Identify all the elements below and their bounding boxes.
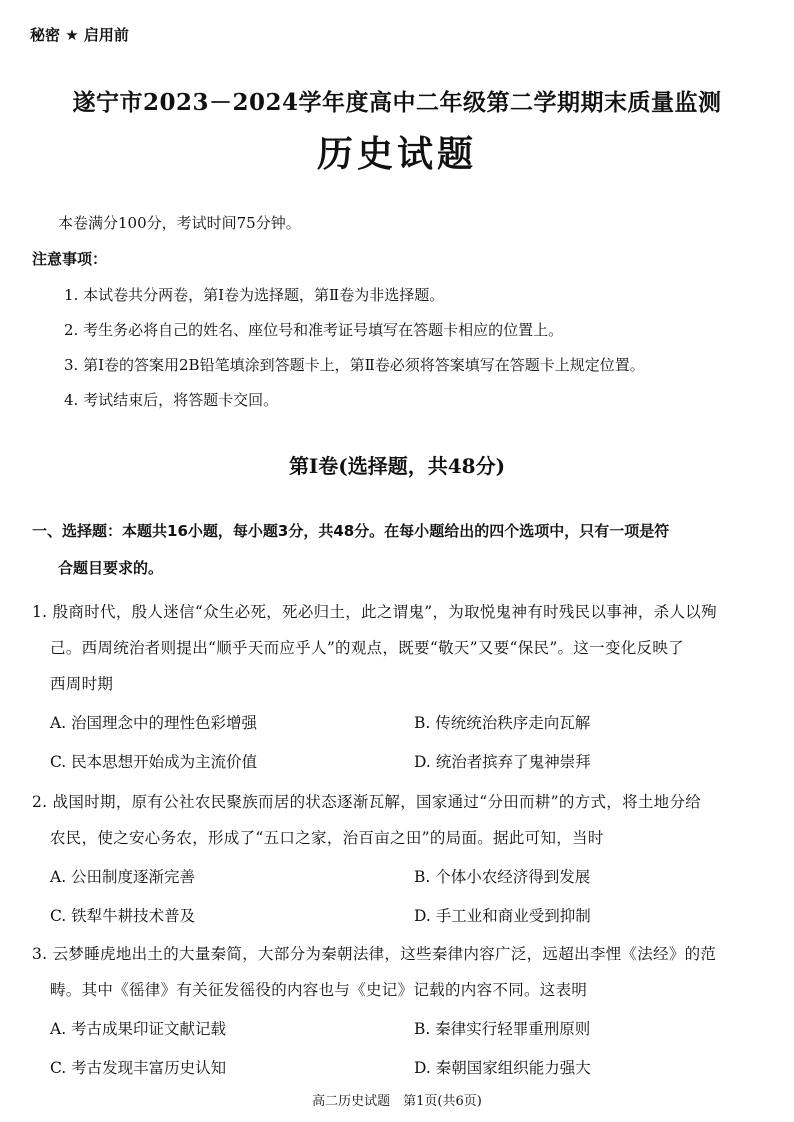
notes-heading: 注意事项： <box>32 250 108 268</box>
question-1-line: 己。西周统治者则提出“顺乎天而应乎人”的观点，既要“敬天”又要“保民”。这一变化反映了 <box>50 639 684 657</box>
question-2-option-c[interactable]: C. 铁犁牛耕技术普及 <box>50 907 196 925</box>
question-2-option-d[interactable]: D. 手工业和商业受到抑制 <box>414 907 591 925</box>
question-3-option-a[interactable]: A. 考古成果印证文献记载 <box>50 1020 227 1038</box>
confidential-mark: 秘密 ★ 启用前 <box>30 26 129 44</box>
question-3-option-c[interactable]: C. 考古发现丰富历史认知 <box>50 1059 227 1077</box>
question-1-line: 1. 殷商时代，殷人迷信“众生必死，死必归土，此之谓鬼”，为取悦鬼神有时残民以事神，杀人以殉 <box>32 603 717 621</box>
part-instruction-line: 一、选择题：本题共16小题，每小题3分，共48分。在每小题给出的四个选项中，只有一项是符 <box>32 522 670 540</box>
question-2-option-b[interactable]: B. 个体小农经济得到发展 <box>414 868 591 886</box>
question-3-line: 畴。其中《徭律》有关征发徭役的内容也与《史记》记载的内容不同。这表明 <box>50 981 588 999</box>
exam-intro: 本卷满分100分，考试时间75分钟。 <box>58 214 301 232</box>
note-item: 3. 第Ⅰ卷的答案用2B铅笔填涂到答题卡上，第Ⅱ卷必须将答案填写在答题卡上规定位置。 <box>64 356 645 374</box>
note-item: 4. 考试结束后，将答题卡交回。 <box>64 391 279 409</box>
question-1-option-d[interactable]: D. 统治者摈弃了鬼神崇拜 <box>414 753 591 771</box>
note-item: 1. 本试卷共分两卷，第Ⅰ卷为选择题，第Ⅱ卷为非选择题。 <box>64 286 445 304</box>
question-2-option-a[interactable]: A. 公田制度逐渐完善 <box>50 868 196 886</box>
part-instruction-line: 合题目要求的。 <box>58 559 164 577</box>
question-3-line: 3. 云梦睡虎地出土的大量秦简，大部分为秦朝法律，这些秦律内容广泛，远超出李悝《法经》的范 <box>32 945 717 963</box>
note-item: 2. 考生务必将自己的姓名、座位号和准考证号填写在答题卡相应的位置上。 <box>64 321 564 339</box>
question-3-option-b[interactable]: B. 秦律实行轻罪重刑原则 <box>414 1020 591 1038</box>
question-1-option-c[interactable]: C. 民本思想开始成为主流价值 <box>50 753 258 771</box>
section-title: 第Ⅰ卷(选择题，共48分) <box>288 454 506 478</box>
subject-title: 历史试题 <box>316 133 477 175</box>
question-3-option-d[interactable]: D. 秦朝国家组织能力强大 <box>414 1059 591 1077</box>
question-2-line: 农民，使之安心务农，形成了“五口之家，治百亩之田”的局面。据此可知，当时 <box>50 829 604 847</box>
question-1-option-b[interactable]: B. 传统统治秩序走向瓦解 <box>414 714 591 732</box>
page-footer: 高二历史试题 第1页(共6页) <box>312 1094 482 1109</box>
question-1-option-a[interactable]: A. 治国理念中的理性色彩增强 <box>50 714 258 732</box>
question-1-line: 西周时期 <box>50 675 114 693</box>
exam-title: 遂宁市2023－2024学年度高中二年级第二学期期末质量监测 <box>72 89 722 116</box>
question-2-line: 2. 战国时期，原有公社农民聚族而居的状态逐渐瓦解，国家通过“分田而耕”的方式，将土地分给 <box>32 793 702 811</box>
